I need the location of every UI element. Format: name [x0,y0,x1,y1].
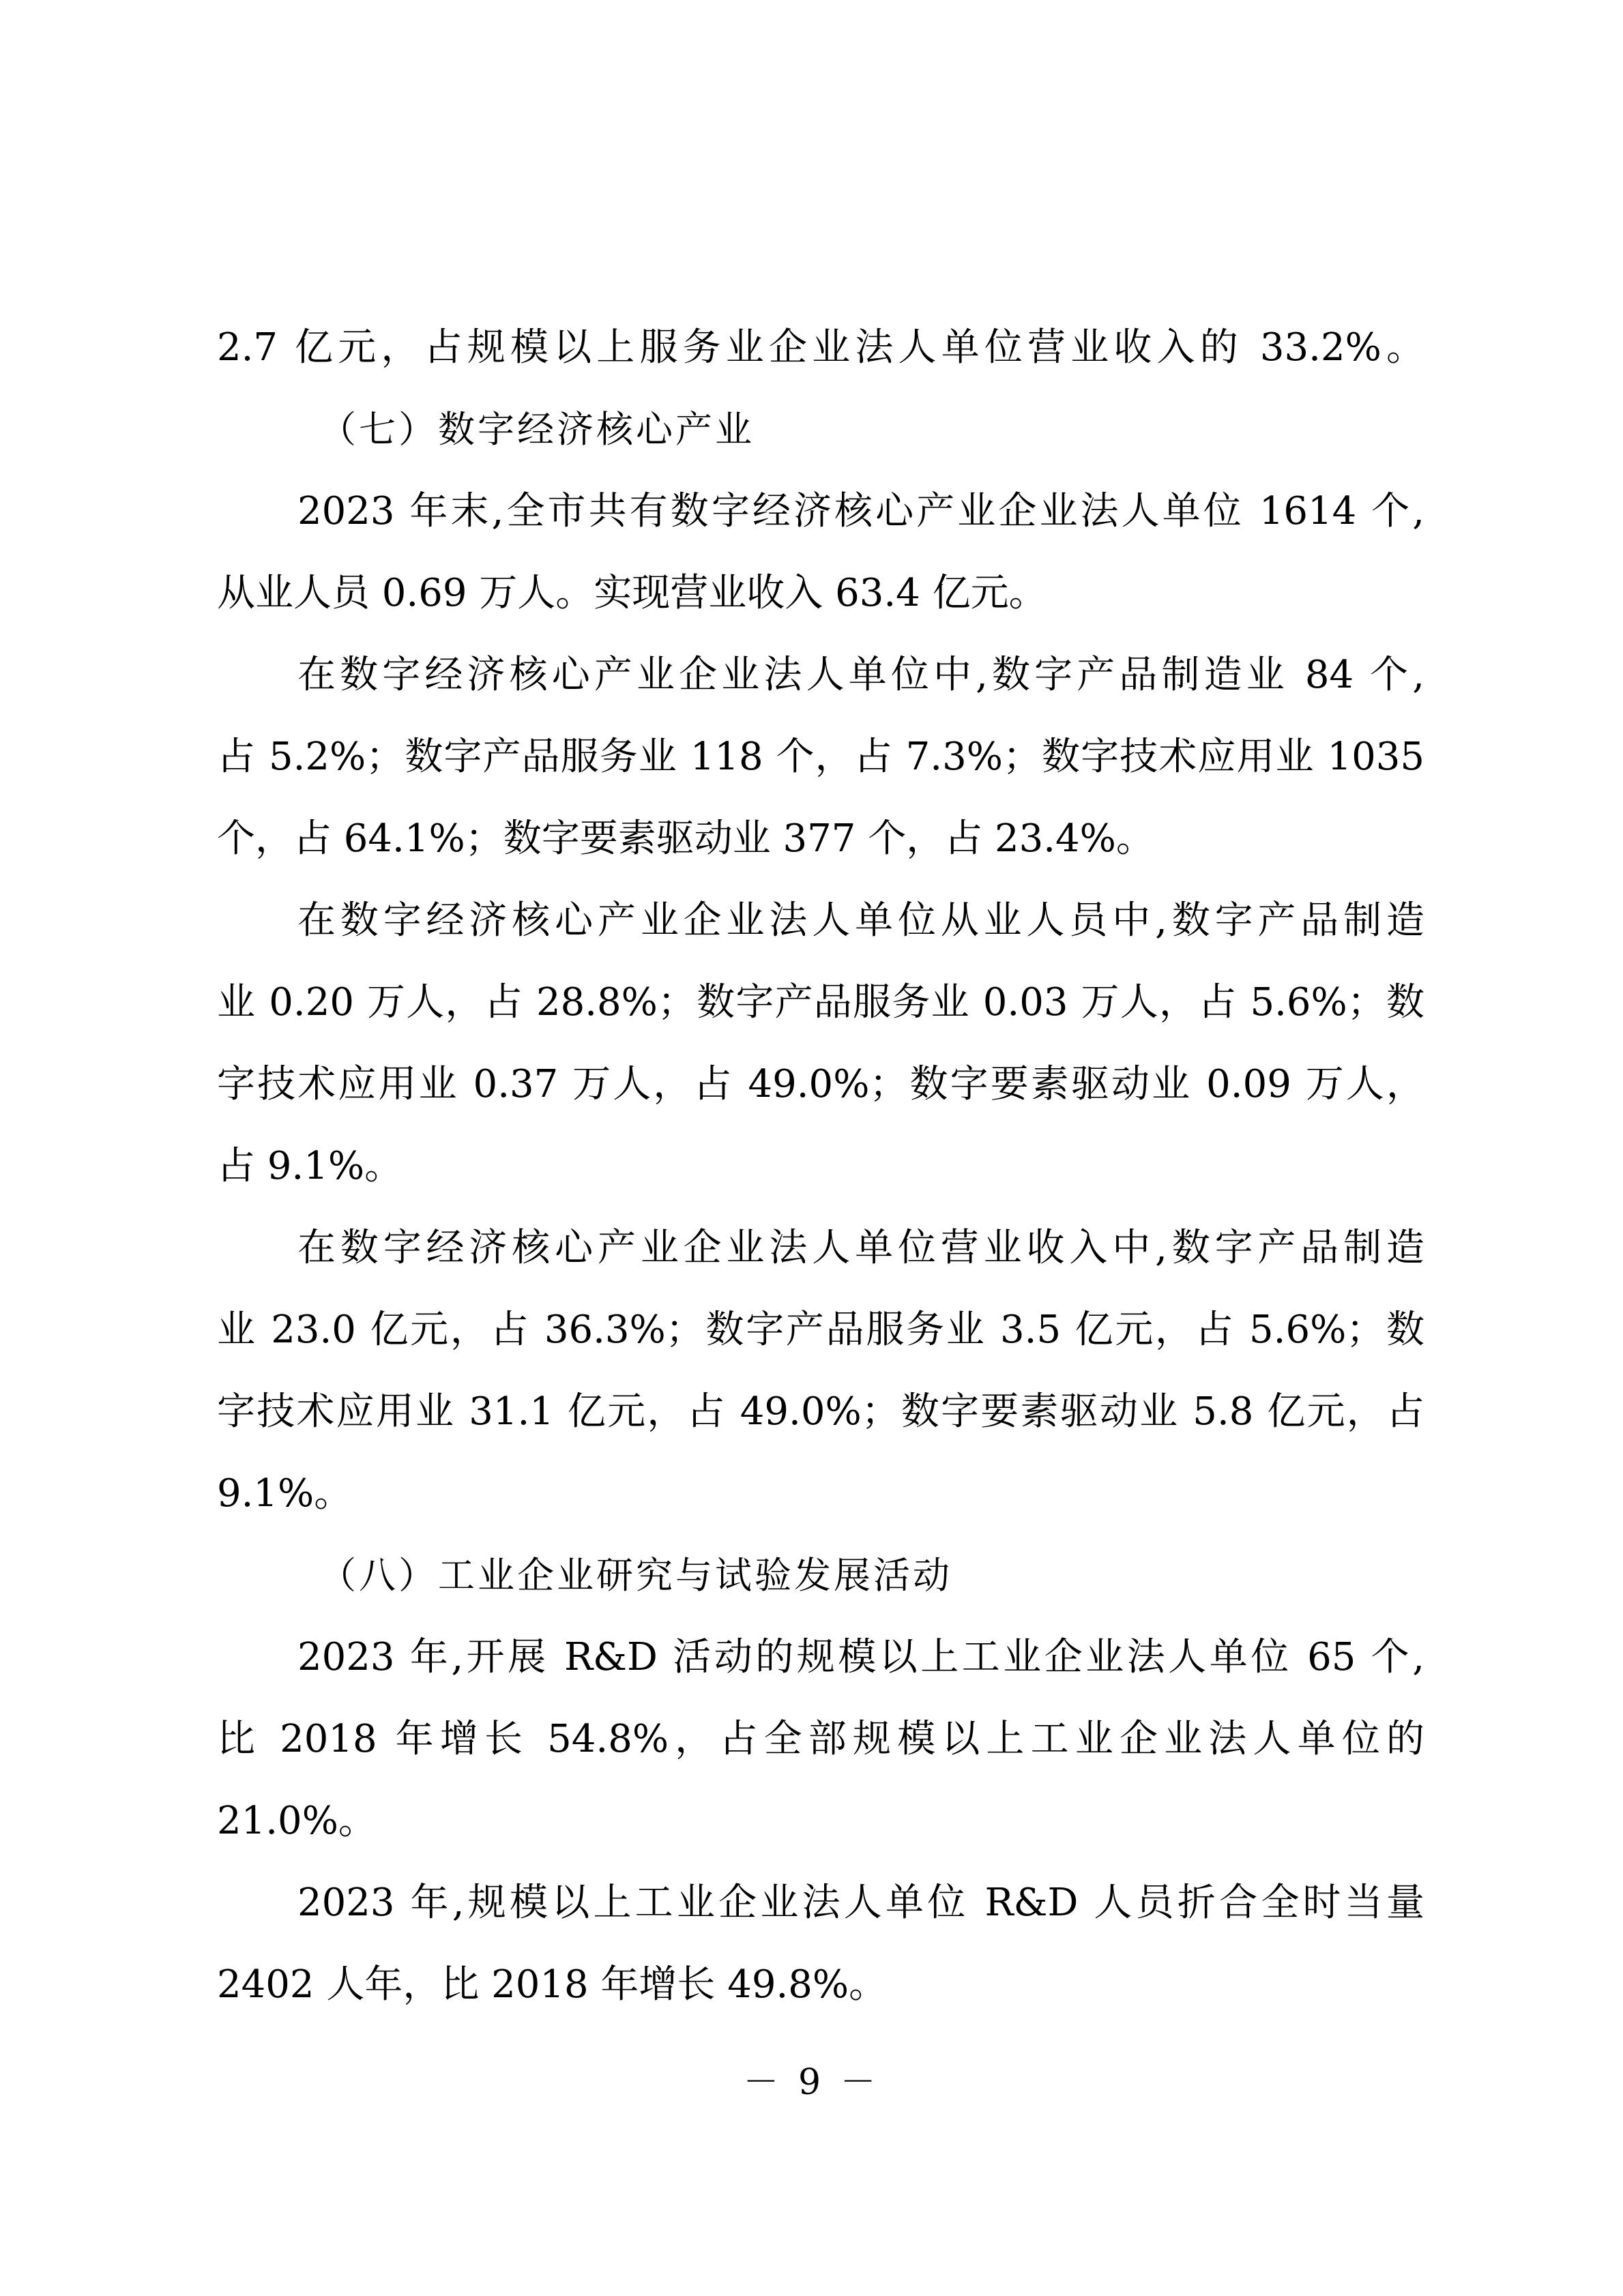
text-line: 业 23.0 亿元，占 36.3%；数字产品服务业 3.5 亿元，占 5.6%；数 [217,1308,1425,1352]
text-line: 21.0%。 [217,1799,377,1843]
section-heading: （八）工业企业研究与试验发展活动 [319,1554,952,1597]
text-line: 个，占 64.1%；数字要素驱动业 377 个，占 23.4%。 [217,816,1154,861]
text-line: 2402 人年，比 2018 年增长 49.8%。 [217,1962,888,2007]
text-line: 2023 年,规模以上工业企业法人单位 R&D 人员折合全时当量 [297,1881,1424,1925]
text-line: 占 9.1%。 [217,1144,403,1188]
text-line: 2.7 亿元，占规模以上服务业企业法人单位营业收入的 33.2%。 [217,325,1424,370]
text-line: 字技术应用业 0.37 万人，占 49.0%；数字要素驱动业 0.09 万人， [217,1062,1424,1106]
text-line: 在数字经济核心产业企业法人单位从业人员中,数字产品制造 [297,898,1424,943]
text-line: 2023 年,开展 R&D 活动的规模以上工业企业法人单位 65 个, [297,1635,1424,1679]
document-body [217,307,1424,2026]
text-line: 占 5.2%；数字产品服务业 118 个，占 7.3%；数字技术应用业 1035 [217,735,1424,779]
page-number: － 9 － [743,2062,880,2103]
text-line: 业 0.20 万人，占 28.8%；数字产品服务业 0.03 万人，占 5.6%；数 [217,980,1424,1025]
section-heading: （七）数字经济核心产业 [319,408,755,451]
text-line: 从业人员 0.69 万人。实现营业收入 63.4 亿元。 [217,571,1047,615]
text-line: 9.1%。 [217,1471,353,1516]
text-line: 2023 年末,全市共有数字经济核心产业企业法人单位 1614 个, [297,489,1424,533]
text-line: 在数字经济核心产业企业法人单位营业收入中,数字产品制造 [297,1226,1424,1270]
text-line: 在数字经济核心产业企业法人单位中,数字产品制造业 84 个, [297,653,1424,697]
text-line: 字技术应用业 31.1 亿元，占 49.0%；数字要素驱动业 5.8 亿元，占 [217,1389,1424,1434]
text-line: 比 2018 年增长 54.8%，占全部规模以上工业企业法人单位的 [217,1717,1424,1761]
